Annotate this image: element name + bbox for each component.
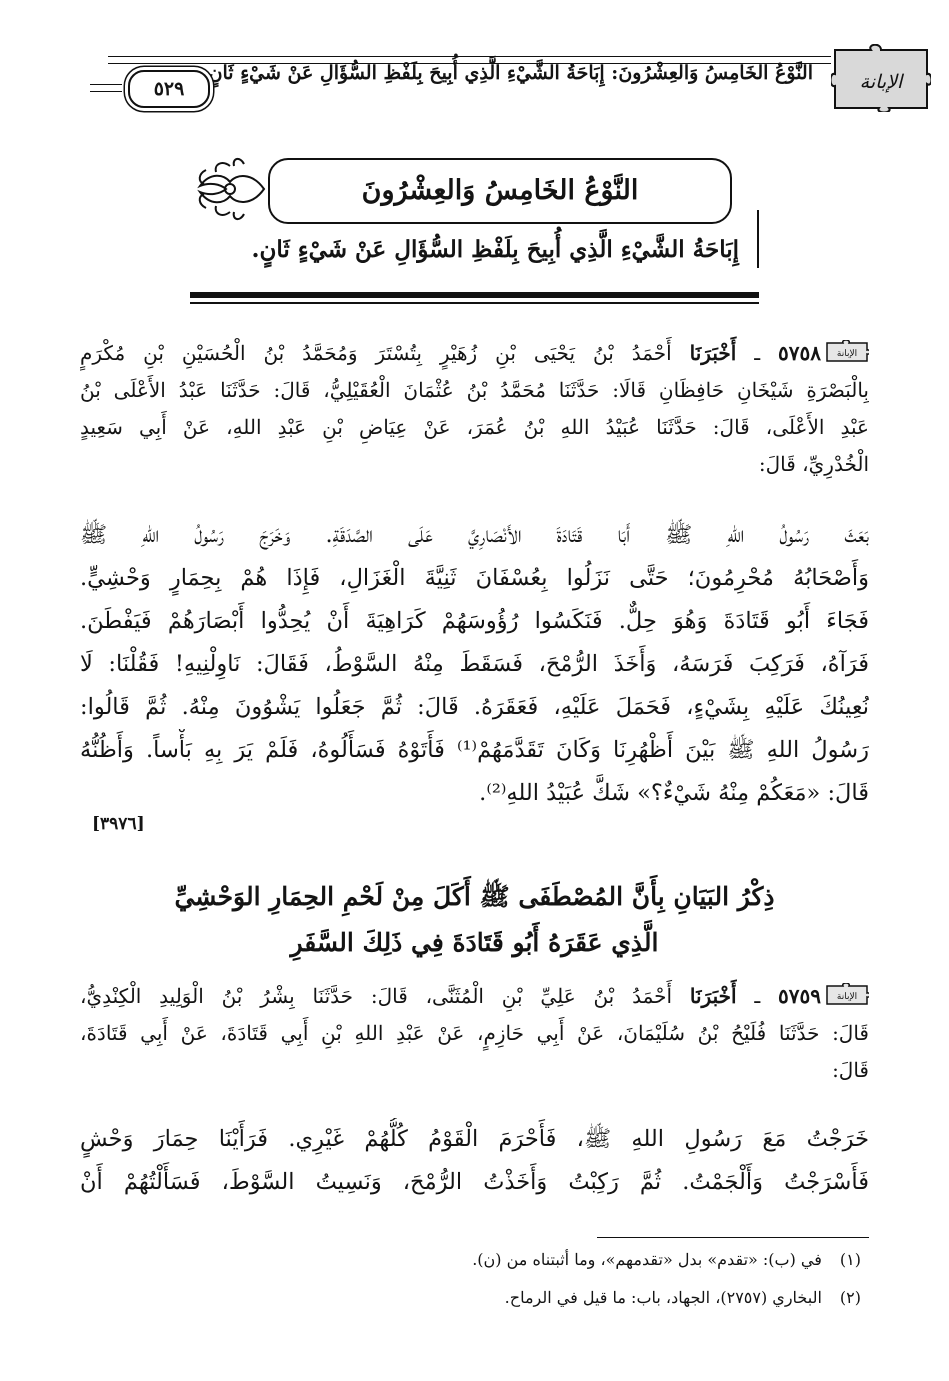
hadith-marker-icon <box>825 340 869 364</box>
matn-line: فَجَاءَ أَبُو قَتَادَةَ وَهُوَ حِلٌّ. فَنَكَسُوا رُؤُوسَهُمْ كَرَاهِيَةَ أَنْ يُحِدُّوا أَبْصَارَهُمْ فَيَفْطَنَ. <box>80 608 869 634</box>
isnad-line: قَالَ: حَدَّثَنَا فُلَيْحُ بْنُ سُلَيْمَانَ، عَنْ أَبِي حَازِمٍ، عَنْ عَبْدِ اللهِ بْنِ أَبِي قَتَادَةَ، عَنْ أَبِي قَتَادَةَ، <box>80 1021 869 1045</box>
puzzle-logo-icon <box>831 44 931 112</box>
logo-text: الإبانة <box>859 71 903 93</box>
akhbarana-label: أَخْبَرَنَا <box>689 341 737 365</box>
footnote-text: في (ب): «تقدم» بدل «تقدمهم»، وما أثبتناه من (ن). <box>472 1250 822 1269</box>
matn-line: فَأَسْرَجْتُ وَأَلْجَمْتُ. ثُمَّ رَكِبْتُ وَأَخَذْتُ الرُّمْحَ، وَنَسِيتُ السَّوْطَ، فَسَأَلْتُهُمْ أَنْ <box>80 1169 869 1195</box>
chapter-heavy-rule <box>190 292 759 298</box>
akhbarana-label: أَخْبَرَنَا <box>689 984 737 1008</box>
isnad-line: الْخُدْرِيِّ، قَالَ: <box>758 452 869 476</box>
hadith-5758-matn <box>80 514 869 815</box>
running-title: النَّوْعُ الخَامِسُ وَالعِشْرُونَ: إِبَاحَةُ الشَّيْءِ الَّذِي أُبِيحَ بِلَفْظِ السُّؤَالِ عَنْ شَيْءٍ ثَانٍ <box>208 62 813 84</box>
footnote-text: البخاري (٢٧٥٧)، الجهاد، باب: ما قيل في الرماح. <box>504 1288 822 1307</box>
section-heading <box>120 874 829 966</box>
chapter-title: النَّوْعُ الخَامِسُ وَالعِشْرُونَ <box>268 158 732 224</box>
chapter-subtitle: إِبَاحَةُ الشَّيْءِ الَّذِي أُبِيحَ بِلَفْظِ السُّؤَالِ عَنْ شَيْءٍ ثَانٍ. <box>251 236 739 263</box>
page-number-rule <box>90 84 122 92</box>
section-heading-line: الَّذِي عَقَرَهُ أَبُو قَتَادَةَ فِي ذَلِكَ السَّفَرِ <box>290 928 659 957</box>
footnote-marker: (١) <box>839 1250 861 1269</box>
header-rule <box>108 56 831 64</box>
hadith-5758-isnad <box>80 335 869 483</box>
footnote-1 <box>472 1250 861 1269</box>
isnad-text: أَحْمَدُ بْنُ عَلِيِّ بْنِ الْمُثَنَّى، قَالَ: حَدَّثَنَا بِشْرُ بْنُ الْوَلِيدِ الْكِنْدِيُّ، <box>80 984 690 1008</box>
matn-line: فَرَآهُ، فَرَكِبَ فَرَسَهُ، وَأَخَذَ الرُّمْحَ، فَسَقَطَ مِنْهُ السَّوْطُ، فَقَالَ: نَاوِلْنِيهِ! فَقُلْنَا: لَا <box>80 651 869 677</box>
hadith-5759-matn <box>80 1118 869 1204</box>
matn-line: رَسُولُ اللهِ ﷺ بَيْنَ أَظْهُرِنَا وَكَانَ تَقَدَّمَهُمْ⁽¹⁾ فَأَتَوْهُ فَسَأَلُوهُ، فَلَمْ يَرَ بِهِ بَأْساً. وَأَظُنُّهُ <box>80 737 869 763</box>
matn-line: قَالَ: «مَعَكُمْ مِنْهُ شَيْءٌ؟» شَكَّ عُبَيْدُ اللهِ⁽²⁾. <box>479 780 869 806</box>
hadith-number: ٥٧٥٨ <box>778 341 822 365</box>
isnad-line: عَبْدِ الأَعْلَى، قَالَ: حَدَّثَنَا عُبَيْدُ اللهِ بْنُ عُمَرَ، عَنْ عِيَاضِ بْنِ عَبْدِ اللهِ، عَنْ أَبِي سَعِيدٍ <box>80 415 869 439</box>
page-number: ٥٢٩ <box>128 70 210 108</box>
running-header <box>92 44 931 114</box>
chapter-thin-rule <box>190 302 759 304</box>
isnad-line: بِالْبَصْرَةِ شَيْخَانِ حَافِظَانِ قَالَا: حَدَّثَنَا مُحَمَّدُ بْنُ عُثْمَانَ الْعُقَيْلِيُّ، قَالَ: حَدَّثَنَا عَبْدُ الأَعْلَى بْنُ <box>80 378 869 402</box>
matn-line: بَعَثَ رَسُولُ اللهِ ﷺ أَبَا قَتَادَةَ الأَنْصَارِيَّ عَلَى الصَّدَقَةِ. وَخَرَجَ رَسُولُ اللهِ ﷺ <box>80 522 869 548</box>
floral-ornament-icon <box>192 152 268 226</box>
isnad-text: أَحْمَدُ بْنُ يَحْيَى بْنِ زُهَيْرٍ بِتُسْتَرَ وَمُحَمَّدُ بْنُ الْحُسَيْنِ بْنِ مُكْرَمٍ <box>80 341 690 365</box>
hadith-5759-isnad <box>80 978 869 1089</box>
hadith-number: ٥٧٥٩ <box>778 984 821 1008</box>
svg-text:الإبانة: الإبانة <box>836 992 858 1002</box>
chapter-frame-line <box>757 210 759 268</box>
section-heading-line: ذِكْرُ البَيَانِ بِأَنَّ المُصْطَفَى ﷺ أَكَلَ مِنْ لَحْمِ الحِمَارِ الوَحْشِيِّ <box>174 882 775 911</box>
hadith-marker-icon <box>825 983 869 1007</box>
footnote-rule <box>597 1237 869 1238</box>
matn-line: نُعِينُكَ عَلَيْهِ بِشَيْءٍ، فَحَمَلَ عَلَيْهِ، فَعَقَرَهُ. قَالَ: ثُمَّ جَعَلُوا يَشْوُونَ مِنْهُ. ثُمَّ قَالُوا: <box>80 694 869 720</box>
hadith-reference: [٣٩٧٦] <box>92 814 145 834</box>
isnad-line: الإبانة ٥٧٥٨ ـ أَخْبَرَنَا أَحْمَدُ بْنُ يَحْيَى بْنِ زُهَيْرٍ بِتُسْتَرَ وَمُحَمَّدُ بْنُ الْحُسَيْنِ بْنِ مُكْرَمٍ <box>80 335 869 372</box>
footnote-2 <box>505 1288 861 1307</box>
isnad-line: الإبانة ٥٧٥٩ ـ أَخْبَرَنَا أَحْمَدُ بْنُ عَلِيِّ بْنِ الْمُثَنَّى، قَالَ: حَدَّثَنَا بِشْرُ بْنُ الْوَلِيدِ الْكِنْدِيُّ، <box>80 978 869 1015</box>
matn-line: وَأَصْحَابُهُ مُحْرِمُونَ؛ حَتَّى نَزَلُوا بِعُسْفَانَ ثَنِيَّةَ الْغَزَالِ، فَإِذَا هُمْ بِحِمَارٍ وَحْشِيٍّ. <box>80 565 869 591</box>
isnad-line: قَالَ: <box>832 1058 869 1082</box>
matn-line: خَرَجْتُ مَعَ رَسُولِ اللهِ ﷺ، فَأَحْرَمَ الْقَوْمُ كُلُّهُمْ غَيْرِي. فَرَأَيْنَا حِمَارَ وَحْشٍ <box>80 1126 869 1152</box>
svg-text:الإبانة: الإبانة <box>836 349 858 359</box>
footnote-marker: (٢) <box>839 1288 861 1307</box>
